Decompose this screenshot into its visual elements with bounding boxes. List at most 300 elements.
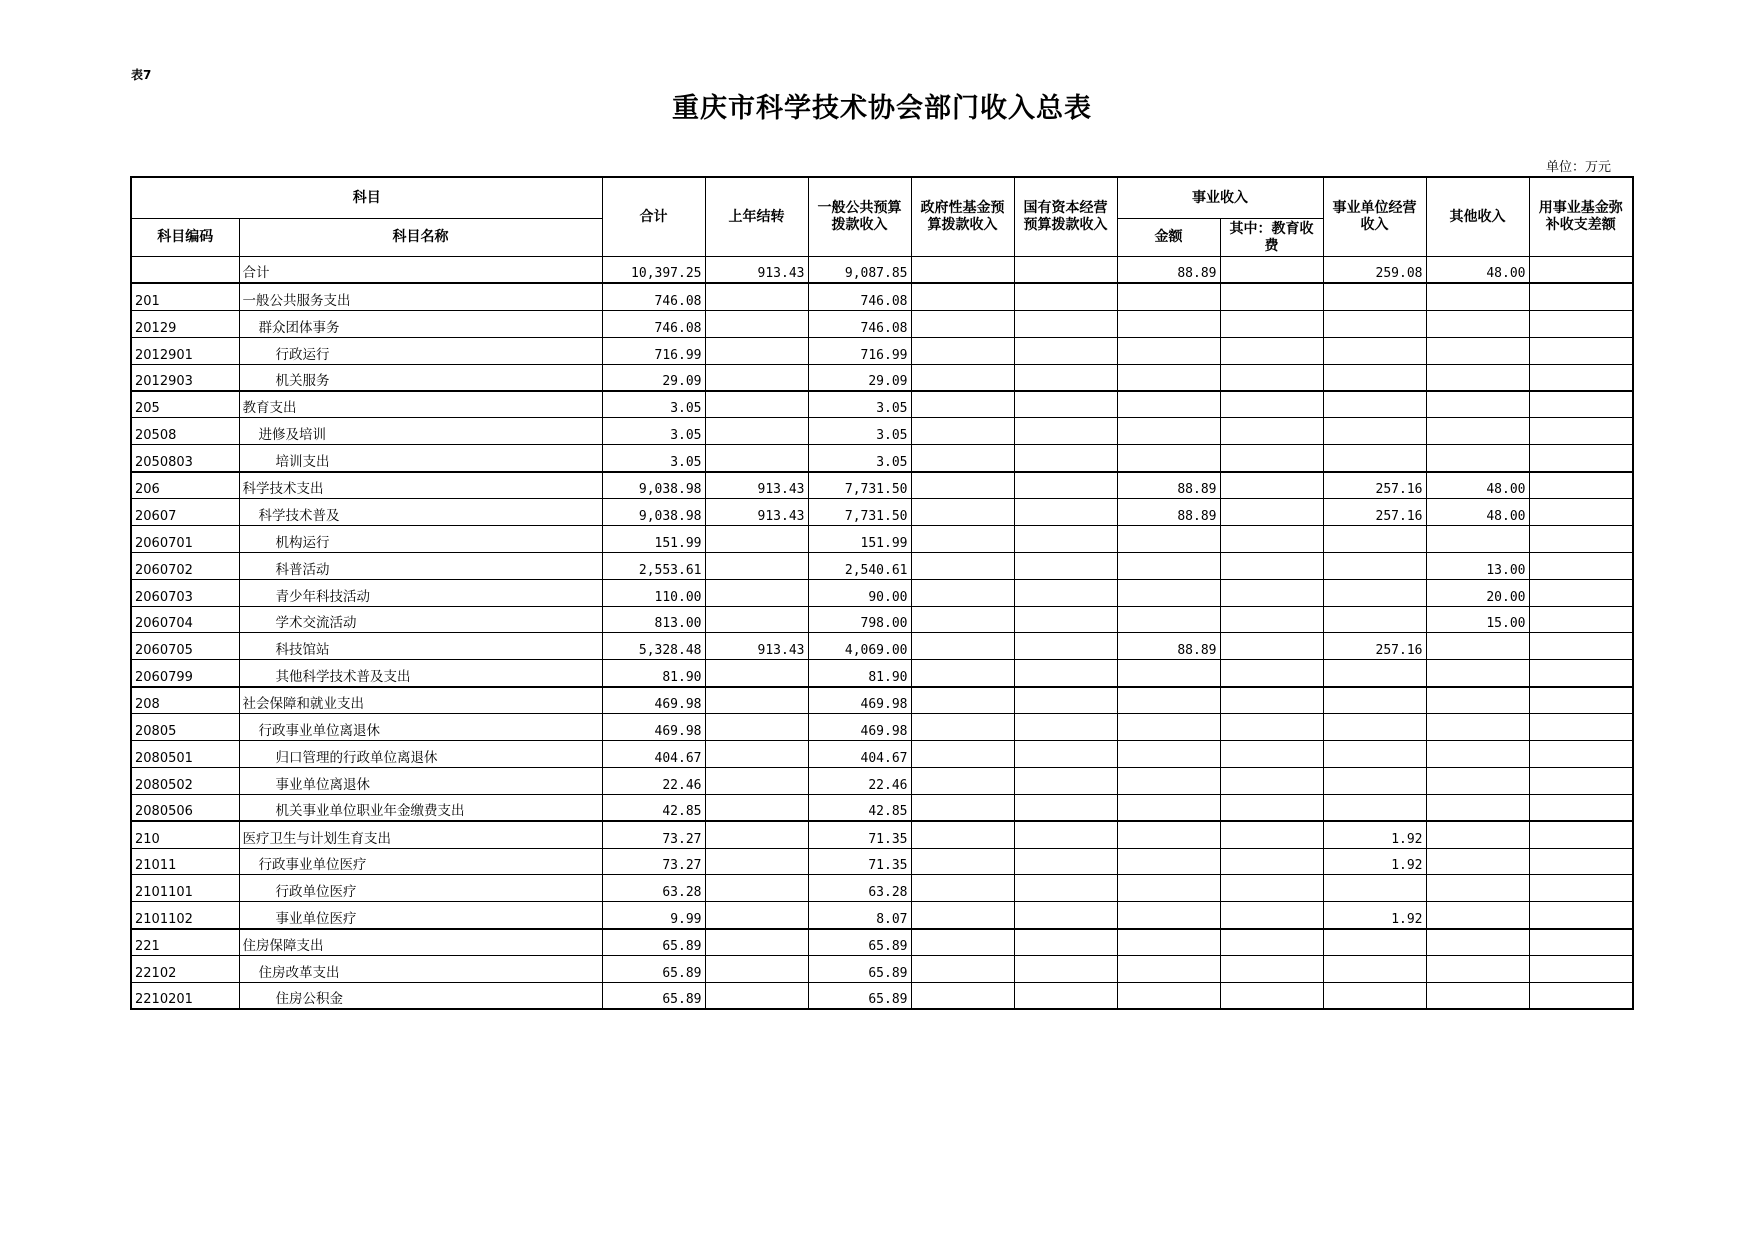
cell-gov-fund [911,741,1014,768]
cell-total: 5,328.48 [602,633,705,660]
header-subject-name: 科目名称 [239,219,602,257]
cell-carryover [705,391,808,418]
cell-other [1426,633,1529,660]
cell-general: 798.00 [808,606,911,633]
table-row [131,875,1633,902]
cell-state-capital [1014,848,1117,875]
cell-other [1426,767,1529,794]
table-number: 表7 [131,68,152,82]
cell-total: 9,038.98 [602,499,705,526]
cell-fund [1529,983,1633,1010]
cell-gov-fund [911,337,1014,364]
table-row [131,902,1633,929]
cell-carryover [705,337,808,364]
cell-amount [1117,767,1220,794]
cell-carryover [705,283,808,310]
cell-amount [1117,794,1220,821]
cell-total: 3.05 [602,418,705,445]
cell-general: 22.46 [808,767,911,794]
cell-amount [1117,929,1220,956]
cell-gov-fund [911,687,1014,714]
cell-subject-code: 2060701 [131,525,239,552]
cell-fund [1529,257,1633,284]
cell-state-capital [1014,606,1117,633]
cell-general: 746.08 [808,283,911,310]
cell-total: 404.67 [602,741,705,768]
cell-general: 63.28 [808,875,911,902]
header-total: 合计 [602,177,705,257]
cell-carryover [705,714,808,741]
cell-general: 4,069.00 [808,633,911,660]
cell-other [1426,418,1529,445]
cell-operating [1323,445,1426,472]
cell-subject-name: 事业单位离退休 [239,767,602,794]
cell-operating [1323,552,1426,579]
cell-subject-name: 事业单位医疗 [239,902,602,929]
cell-carryover [705,418,808,445]
cell-other: 15.00 [1426,606,1529,633]
cell-state-capital [1014,741,1117,768]
cell-other [1426,983,1529,1010]
cell-operating [1323,983,1426,1010]
cell-fund [1529,310,1633,337]
cell-subject-name: 机关服务 [239,364,602,391]
cell-operating: 1.92 [1323,821,1426,848]
cell-total: 22.46 [602,767,705,794]
cell-amount [1117,310,1220,337]
table-row [131,767,1633,794]
cell-operating [1323,929,1426,956]
cell-other [1426,848,1529,875]
cell-edu [1220,418,1323,445]
cell-subject-code: 2080506 [131,794,239,821]
cell-operating: 257.16 [1323,499,1426,526]
cell-edu [1220,660,1323,687]
cell-other [1426,821,1529,848]
cell-other [1426,875,1529,902]
cell-total: 65.89 [602,929,705,956]
cell-edu [1220,956,1323,983]
cell-gov-fund [911,257,1014,284]
cell-general: 8.07 [808,902,911,929]
cell-fund [1529,687,1633,714]
cell-state-capital [1014,579,1117,606]
income-summary-table [130,176,1634,1010]
cell-subject-name: 行政事业单位医疗 [239,848,602,875]
cell-state-capital [1014,525,1117,552]
cell-fund [1529,283,1633,310]
cell-subject-name: 科学技术普及 [239,499,602,526]
cell-gov-fund [911,821,1014,848]
cell-subject-code: 20129 [131,310,239,337]
cell-operating [1323,283,1426,310]
cell-state-capital [1014,902,1117,929]
cell-other [1426,902,1529,929]
cell-subject-name: 行政事业单位离退休 [239,714,602,741]
cell-amount [1117,956,1220,983]
header-subject-code: 科目编码 [131,219,239,257]
cell-other [1426,364,1529,391]
cell-other [1426,310,1529,337]
cell-operating: 1.92 [1323,902,1426,929]
cell-amount [1117,364,1220,391]
cell-edu [1220,714,1323,741]
cell-carryover [705,660,808,687]
cell-other [1426,929,1529,956]
cell-edu [1220,606,1323,633]
cell-fund [1529,902,1633,929]
cell-total: 746.08 [602,283,705,310]
cell-fund [1529,821,1633,848]
table-row [131,552,1633,579]
cell-subject-name: 行政单位医疗 [239,875,602,902]
cell-general: 29.09 [808,364,911,391]
cell-gov-fund [911,633,1014,660]
cell-other: 20.00 [1426,579,1529,606]
cell-edu [1220,525,1323,552]
header-of-which-education: 其中：教育收费 [1220,219,1323,257]
cell-subject-code: 20805 [131,714,239,741]
cell-amount: 88.89 [1117,257,1220,284]
cell-operating [1323,660,1426,687]
cell-carryover [705,956,808,983]
cell-total: 73.27 [602,848,705,875]
cell-subject-code: 2060702 [131,552,239,579]
cell-carryover [705,552,808,579]
cell-edu [1220,391,1323,418]
cell-subject-code: 206 [131,472,239,499]
cell-fund [1529,767,1633,794]
cell-subject-code: 21011 [131,848,239,875]
cell-gov-fund [911,606,1014,633]
cell-carryover: 913.43 [705,633,808,660]
header-gov-fund: 政府性基金预算拨款收入 [911,177,1014,257]
cell-edu [1220,257,1323,284]
table-row [131,337,1633,364]
cell-gov-fund [911,472,1014,499]
header-carryover: 上年结转 [705,177,808,257]
cell-amount [1117,821,1220,848]
cell-edu [1220,929,1323,956]
cell-total: 469.98 [602,714,705,741]
cell-amount [1117,445,1220,472]
cell-other: 48.00 [1426,257,1529,284]
cell-operating [1323,391,1426,418]
cell-subject-code: 22102 [131,956,239,983]
cell-general: 404.67 [808,741,911,768]
cell-edu [1220,821,1323,848]
table-row [131,499,1633,526]
cell-gov-fund [911,283,1014,310]
table-row [131,741,1633,768]
cell-subject-code: 2101102 [131,902,239,929]
cell-general: 81.90 [808,660,911,687]
table-row [131,794,1633,821]
cell-general: 71.35 [808,821,911,848]
cell-gov-fund [911,767,1014,794]
cell-edu [1220,794,1323,821]
cell-subject-code: 20508 [131,418,239,445]
cell-subject-name: 科学技术支出 [239,472,602,499]
cell-operating [1323,579,1426,606]
cell-carryover [705,902,808,929]
cell-total: 42.85 [602,794,705,821]
cell-subject-code: 2080502 [131,767,239,794]
cell-total: 716.99 [602,337,705,364]
cell-general: 71.35 [808,848,911,875]
cell-subject-code: 2012903 [131,364,239,391]
cell-other [1426,714,1529,741]
cell-general: 716.99 [808,337,911,364]
cell-carryover [705,983,808,1010]
cell-state-capital [1014,687,1117,714]
cell-total: 65.89 [602,956,705,983]
cell-amount: 88.89 [1117,633,1220,660]
cell-edu [1220,472,1323,499]
cell-state-capital [1014,337,1117,364]
cell-gov-fund [911,499,1014,526]
cell-edu [1220,983,1323,1010]
cell-total: 29.09 [602,364,705,391]
cell-other [1426,391,1529,418]
cell-subject-name: 青少年科技活动 [239,579,602,606]
cell-amount [1117,875,1220,902]
cell-subject-name: 科普活动 [239,552,602,579]
cell-carryover: 913.43 [705,472,808,499]
cell-general: 2,540.61 [808,552,911,579]
cell-edu [1220,310,1323,337]
cell-carryover [705,364,808,391]
cell-edu [1220,633,1323,660]
cell-edu [1220,687,1323,714]
cell-total: 10,397.25 [602,257,705,284]
header-general-budget: 一般公共预算拨款收入 [808,177,911,257]
cell-edu [1220,741,1323,768]
cell-gov-fund [911,364,1014,391]
cell-subject-code: 20607 [131,499,239,526]
cell-total: 81.90 [602,660,705,687]
table-row [131,929,1633,956]
cell-state-capital [1014,499,1117,526]
header-subject: 科目 [131,177,602,219]
cell-general: 7,731.50 [808,499,911,526]
cell-total: 65.89 [602,983,705,1010]
table-row [131,714,1633,741]
cell-edu [1220,902,1323,929]
cell-other [1426,337,1529,364]
cell-gov-fund [911,983,1014,1010]
cell-fund [1529,929,1633,956]
cell-state-capital [1014,257,1117,284]
cell-fund [1529,525,1633,552]
cell-state-capital [1014,875,1117,902]
cell-fund [1529,579,1633,606]
cell-edu [1220,364,1323,391]
cell-operating: 1.92 [1323,848,1426,875]
cell-edu [1220,283,1323,310]
cell-general: 65.89 [808,983,911,1010]
cell-fund [1529,472,1633,499]
cell-edu [1220,499,1323,526]
cell-fund [1529,499,1633,526]
cell-state-capital [1014,472,1117,499]
cell-subject-name: 一般公共服务支出 [239,283,602,310]
cell-state-capital [1014,310,1117,337]
cell-total: 813.00 [602,606,705,633]
table-body [131,257,1633,1010]
cell-carryover: 913.43 [705,257,808,284]
cell-state-capital [1014,283,1117,310]
cell-general: 9,087.85 [808,257,911,284]
cell-other [1426,525,1529,552]
table-row [131,660,1633,687]
cell-subject-name: 住房保障支出 [239,929,602,956]
cell-edu [1220,875,1323,902]
cell-carryover [705,445,808,472]
cell-gov-fund [911,714,1014,741]
cell-general: 90.00 [808,579,911,606]
cell-operating [1323,687,1426,714]
cell-fund [1529,606,1633,633]
cell-operating [1323,418,1426,445]
cell-amount [1117,391,1220,418]
cell-gov-fund [911,552,1014,579]
cell-state-capital [1014,445,1117,472]
cell-total: 3.05 [602,391,705,418]
cell-amount [1117,552,1220,579]
cell-gov-fund [911,525,1014,552]
cell-state-capital [1014,794,1117,821]
cell-edu [1220,579,1323,606]
cell-total: 110.00 [602,579,705,606]
cell-carryover [705,579,808,606]
cell-edu [1220,848,1323,875]
cell-total: 151.99 [602,525,705,552]
cell-amount [1117,687,1220,714]
cell-operating [1323,337,1426,364]
cell-subject-code: 2210201 [131,983,239,1010]
cell-fund [1529,714,1633,741]
cell-subject-code: 2101101 [131,875,239,902]
table-row [131,445,1633,472]
cell-gov-fund [911,929,1014,956]
table-row [131,364,1633,391]
cell-amount [1117,983,1220,1010]
cell-edu [1220,767,1323,794]
cell-subject-code [131,257,239,284]
cell-subject-code: 221 [131,929,239,956]
table-row [131,418,1633,445]
cell-subject-name: 教育支出 [239,391,602,418]
cell-total: 73.27 [602,821,705,848]
cell-other [1426,741,1529,768]
header-business-income: 事业收入 [1117,177,1323,219]
cell-gov-fund [911,310,1014,337]
cell-subject-name: 医疗卫生与计划生育支出 [239,821,602,848]
cell-fund [1529,445,1633,472]
cell-amount [1117,902,1220,929]
cell-state-capital [1014,633,1117,660]
cell-general: 151.99 [808,525,911,552]
cell-operating: 259.08 [1323,257,1426,284]
cell-gov-fund [911,445,1014,472]
cell-state-capital [1014,418,1117,445]
cell-state-capital [1014,391,1117,418]
cell-subject-code: 208 [131,687,239,714]
header-other-income: 其他收入 [1426,177,1529,257]
cell-general: 3.05 [808,391,911,418]
cell-operating: 257.16 [1323,633,1426,660]
cell-fund [1529,794,1633,821]
cell-fund [1529,875,1633,902]
cell-subject-code: 2012901 [131,337,239,364]
cell-operating [1323,525,1426,552]
cell-amount [1117,660,1220,687]
cell-carryover: 913.43 [705,499,808,526]
cell-total: 3.05 [602,445,705,472]
cell-carryover [705,929,808,956]
cell-operating [1323,875,1426,902]
table-row [131,391,1633,418]
table-row [131,687,1633,714]
cell-subject-name: 住房改革支出 [239,956,602,983]
cell-other [1426,956,1529,983]
cell-fund [1529,337,1633,364]
cell-subject-name: 行政运行 [239,337,602,364]
cell-operating [1323,714,1426,741]
cell-total: 9.99 [602,902,705,929]
cell-subject-name: 机关事业单位职业年金缴费支出 [239,794,602,821]
cell-total: 469.98 [602,687,705,714]
cell-amount [1117,848,1220,875]
cell-subject-name: 进修及培训 [239,418,602,445]
cell-state-capital [1014,767,1117,794]
cell-edu [1220,337,1323,364]
cell-general: 469.98 [808,714,911,741]
cell-subject-code: 2060704 [131,606,239,633]
cell-state-capital [1014,660,1117,687]
cell-state-capital [1014,552,1117,579]
cell-subject-name: 科技馆站 [239,633,602,660]
cell-total: 746.08 [602,310,705,337]
cell-amount [1117,418,1220,445]
table-row [131,606,1633,633]
cell-general: 42.85 [808,794,911,821]
cell-general: 746.08 [808,310,911,337]
table-row [131,310,1633,337]
cell-fund [1529,660,1633,687]
cell-other [1426,445,1529,472]
table-row [131,579,1633,606]
cell-fund [1529,633,1633,660]
cell-subject-name: 学术交流活动 [239,606,602,633]
cell-state-capital [1014,821,1117,848]
cell-other: 48.00 [1426,499,1529,526]
cell-total: 63.28 [602,875,705,902]
cell-fund [1529,741,1633,768]
cell-fund [1529,956,1633,983]
page-title: 重庆市科学技术协会部门收入总表 [672,93,1092,124]
cell-subject-name: 机构运行 [239,525,602,552]
unit-label: 单位：万元 [1546,160,1612,175]
cell-gov-fund [911,848,1014,875]
table-row [131,257,1633,284]
cell-gov-fund [911,956,1014,983]
table-row [131,633,1633,660]
cell-carryover [705,794,808,821]
cell-operating [1323,310,1426,337]
cell-gov-fund [911,794,1014,821]
